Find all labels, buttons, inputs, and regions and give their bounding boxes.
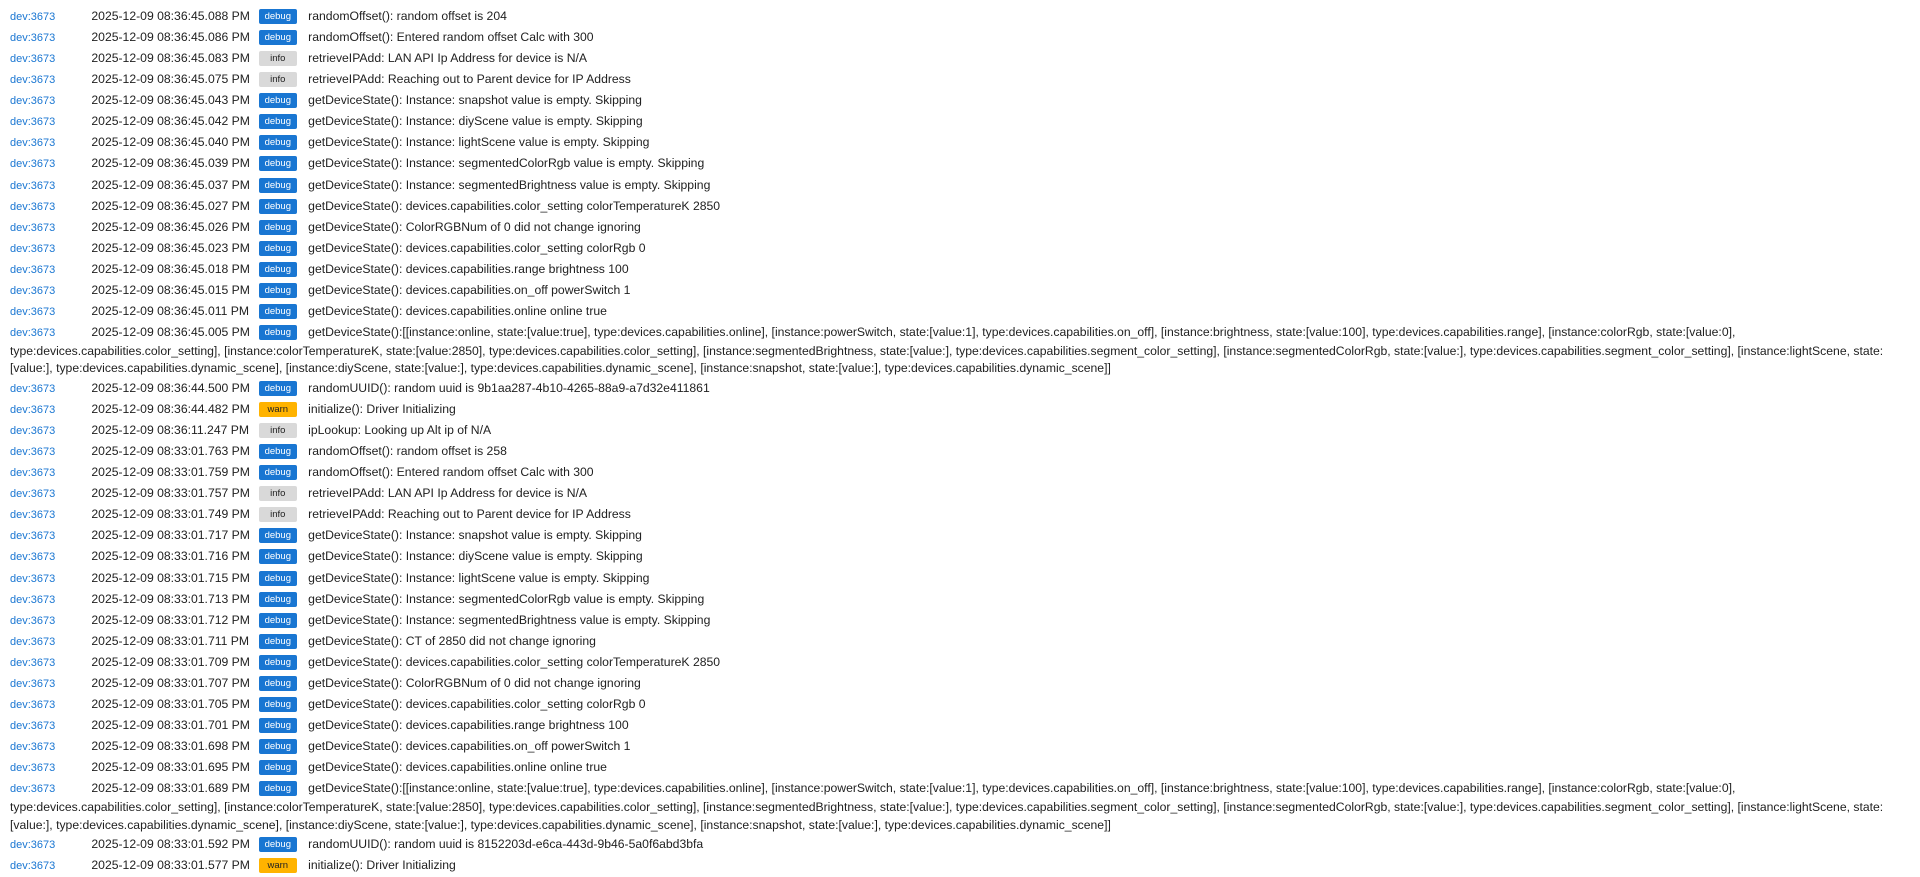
log-entry — [0, 526, 1920, 547]
log-level-badge: debug — [259, 837, 297, 852]
log-timestamp: 2025-12-09 08:33:01.705 PM — [91, 697, 250, 712]
log-entry — [0, 420, 1920, 441]
log-timestamp: 2025-12-09 08:33:01.713 PM — [91, 591, 250, 606]
log-timestamp: 2025-12-09 08:36:45.026 PM — [91, 219, 250, 234]
log-entry — [0, 217, 1920, 238]
log-entry — [0, 259, 1920, 280]
log-timestamp: 2025-12-09 08:36:45.023 PM — [91, 240, 250, 255]
log-message: randomUUID(): random uuid is 8152203d-e6ca-443d-9b46-5a0f6abd3bfa — [308, 837, 704, 851]
log-timestamp: 2025-12-09 08:36:45.042 PM — [91, 114, 250, 129]
log-entry — [0, 483, 1920, 504]
log-timestamp: 2025-12-09 08:36:11.247 PM — [91, 422, 250, 437]
log-level-badge: warn — [259, 858, 297, 873]
log-entry — [0, 69, 1920, 90]
log-message: randomOffset(): random offset is 258 — [308, 443, 507, 458]
log-level-badge: debug — [259, 549, 297, 564]
log-entry — [0, 441, 1920, 462]
log-level-badge: debug — [259, 381, 297, 396]
device-link[interactable]: dev:3673 — [10, 221, 56, 234]
log-message: getDeviceState(): devices.capabilities.on_off powerSwitch 1 — [308, 739, 631, 754]
log-timestamp: 2025-12-09 08:33:01.757 PM — [91, 486, 250, 501]
log-entry — [0, 547, 1920, 568]
log-level-badge: debug — [259, 262, 297, 277]
log-level-badge: debug — [259, 241, 297, 256]
device-link[interactable]: dev:3673 — [10, 424, 56, 437]
device-link[interactable]: dev:3673 — [10, 116, 56, 129]
log-entry — [0, 758, 1920, 779]
log-level-badge: debug — [259, 739, 297, 754]
log-message: getDeviceState(): devices.capabilities.range brightness 100 — [308, 718, 629, 733]
log-message: retrieveIPAdd: Reaching out to Parent device for IP Address — [308, 507, 631, 522]
log-entry — [0, 154, 1920, 175]
log-timestamp: 2025-12-09 08:33:01.707 PM — [91, 676, 250, 690]
log-message: getDeviceState(): Instance: segmentedBrightness value is empty. Skipping — [308, 177, 711, 192]
device-link[interactable]: dev:3673 — [10, 762, 56, 775]
device-link[interactable]: dev:3673 — [10, 179, 56, 192]
log-timestamp: 2025-12-09 08:33:01.717 PM — [91, 528, 250, 543]
device-link[interactable]: dev:3673 — [10, 467, 56, 480]
log-entry — [0, 568, 1920, 589]
log-level-badge: debug — [259, 613, 297, 628]
device-link[interactable]: dev:3673 — [10, 530, 56, 543]
device-link[interactable]: dev:3673 — [10, 74, 56, 87]
log-message: randomOffset(): Entered random offset Calc with 300 — [308, 465, 594, 480]
device-link[interactable]: dev:3673 — [10, 783, 56, 796]
log-message: getDeviceState(): Instance: diyScene value is empty. Skipping — [308, 114, 643, 129]
log-timestamp: 2025-12-09 08:33:01.701 PM — [91, 718, 250, 733]
log-timestamp: 2025-12-09 08:33:01.712 PM — [91, 612, 250, 627]
log-timestamp: 2025-12-09 08:36:45.043 PM — [91, 93, 250, 108]
log-entry — [0, 48, 1920, 69]
log-timestamp: 2025-12-09 08:33:01.716 PM — [91, 549, 250, 564]
log-message: getDeviceState(): ColorRGBNum of 0 did not change ignoring — [308, 219, 641, 234]
log-entry — [0, 133, 1920, 154]
log-level-badge: debug — [259, 156, 297, 171]
device-link[interactable]: dev:3673 — [10, 158, 56, 171]
device-link[interactable]: dev:3673 — [10, 720, 56, 733]
device-link[interactable]: dev:3673 — [10, 137, 56, 150]
log-timestamp: 2025-12-09 08:33:01.759 PM — [91, 465, 250, 480]
device-link[interactable]: dev:3673 — [10, 656, 56, 669]
log-entry — [0, 301, 1920, 322]
log-timestamp: 2025-12-09 08:33:01.763 PM — [91, 443, 250, 458]
log-level-badge: debug — [259, 571, 297, 586]
log-message: getDeviceState(): devices.capabilities.color_setting colorTemperatureK 2850 — [308, 654, 721, 669]
log-timestamp: 2025-12-09 08:36:44.500 PM — [91, 380, 250, 395]
log-entry — [0, 462, 1920, 483]
log-message: getDeviceState():[[instance:online, state:[value:true], type:devices.capabilities.online], [instance:powerSwitch, state:[value:1], type:devices.capabilities.on_off], [instance:brightness, state:[value:100], type:devices.capabilities.range], [instance:colorRgb, state:[value:0], type:devices.capabilities.color_setting], [instance:colorTemperatureK, state:[value:2850], type:devices.capabilities.color_setting], [instance:segmentedBrightness, state:[value:], type:devices.capabilities.segment_color_setting], [instance:segmentedColorRgb, state:[value:], type:devices.capabilities.segment_color_setting], [instance:lightScene, state:[value:], type:devices.capabilities.dynamic_scene], [instance:diyScene, state:[value:], type:devices.capabilities.dynamic_scene], [instance:snapshot, state:[value:], type:devices.capabilities.dynamic_scene]] — [10, 325, 1884, 376]
log-timestamp: 2025-12-09 08:33:01.711 PM — [91, 633, 250, 648]
log-level-badge: debug — [259, 718, 297, 733]
device-link[interactable]: dev:3673 — [10, 509, 56, 522]
device-link[interactable]: dev:3673 — [10, 263, 56, 276]
device-link[interactable]: dev:3673 — [10, 635, 56, 648]
log-entry — [0, 589, 1920, 610]
log-message: getDeviceState(): Instance: segmentedColorRgb value is empty. Skipping — [308, 156, 705, 171]
log-timestamp: 2025-12-09 08:36:45.027 PM — [91, 198, 250, 213]
device-link[interactable]: dev:3673 — [10, 52, 56, 65]
log-level-badge: debug — [259, 760, 297, 775]
log-timestamp: 2025-12-09 08:33:01.689 PM — [91, 781, 250, 796]
log-entry — [0, 90, 1920, 111]
device-link[interactable]: dev:3673 — [10, 593, 56, 606]
log-entry — [0, 631, 1920, 652]
device-link[interactable]: dev:3673 — [10, 242, 56, 255]
log-entry — [0, 280, 1920, 301]
log-entry — [0, 652, 1920, 673]
log-message: randomOffset(): random offset is 204 — [308, 8, 507, 23]
log-level-badge: debug — [259, 283, 297, 298]
log-message: getDeviceState(): Instance: lightScene value is empty. Skipping — [308, 135, 650, 150]
log-level-badge: debug — [259, 114, 297, 129]
device-link[interactable]: dev:3673 — [10, 551, 56, 564]
log-message: getDeviceState():[[instance:online, state:[value:true], type:devices.capabilities.online], [instance:powerSwitch, state:[value:1], type:devices.capabilities.on_off], [instance:brightness, state:[value:100], type:devices.capabilities.range], [instance:colorRgb, state:[value:0], type:devices.capabilities.color_setting], [instance:colorTemperatureK, state:[value:2850], type:devices.capabilities.color_setting], [instance:segmentedBrightness, state:[value:], type:devices.capabilities.segment_color_setting], [instance:segmentedColorRgb, state:[value:], type:devices.capabilities.segment_color_setting], [instance:lightScene, state:[value:], type:devices.capabilities.dynamic_scene], [instance:diyScene, state:[value:], type:devices.capabilities.dynamic_scene], [instance:snapshot, state:[value:], type:devices.capabilities.dynamic_scene]] — [10, 781, 1884, 832]
log-message: getDeviceState(): ColorRGBNum of 0 did not change ignoring — [308, 676, 641, 690]
device-link[interactable]: dev:3673 — [10, 839, 56, 851]
log-message: getDeviceState(): Instance: segmentedBrightness value is empty. Skipping — [308, 612, 711, 627]
log-level-badge: debug — [259, 135, 297, 150]
log-timestamp: 2025-12-09 08:36:45.086 PM — [91, 29, 250, 44]
log-message: getDeviceState(): Instance: snapshot value is empty. Skipping — [308, 93, 642, 108]
log-entry — [0, 694, 1920, 715]
device-link[interactable]: dev:3673 — [10, 382, 56, 395]
log-level-badge: info — [259, 72, 297, 87]
log-message: ipLookup: Looking up Alt ip of N/A — [308, 422, 492, 437]
log-entry — [0, 779, 1920, 835]
log-level-badge: debug — [259, 304, 297, 319]
log-entry — [0, 111, 1920, 132]
log-timestamp: 2025-12-09 08:33:01.715 PM — [91, 570, 250, 585]
device-link[interactable]: dev:3673 — [10, 572, 56, 585]
device-link[interactable]: dev:3673 — [10, 678, 56, 690]
log-message: getDeviceState(): Instance: snapshot value is empty. Skipping — [308, 528, 642, 543]
log-level-badge: debug — [259, 592, 297, 607]
log-level-badge: debug — [259, 655, 297, 670]
device-link[interactable]: dev:3673 — [10, 699, 56, 712]
log-timestamp: 2025-12-09 08:36:45.037 PM — [91, 177, 250, 192]
log-level-badge: debug — [259, 697, 297, 712]
log-level-badge: debug — [259, 676, 297, 691]
device-link[interactable]: dev:3673 — [10, 614, 56, 627]
log-timestamp: 2025-12-09 08:33:01.695 PM — [91, 760, 250, 775]
log-message: getDeviceState(): devices.capabilities.online online true — [308, 760, 607, 775]
log-message: getDeviceState(): Instance: diyScene value is empty. Skipping — [308, 549, 643, 564]
log-level-badge: debug — [259, 781, 297, 796]
log-level-badge: info — [259, 51, 297, 66]
log-entry — [0, 27, 1920, 48]
log-entry — [0, 673, 1920, 694]
log-level-badge: debug — [259, 634, 297, 649]
log-message: getDeviceState(): devices.capabilities.color_setting colorRgb 0 — [308, 240, 646, 255]
log-timestamp: 2025-12-09 08:36:45.088 PM — [91, 8, 250, 23]
log-timestamp: 2025-12-09 08:36:45.015 PM — [91, 282, 250, 297]
log-level-badge: warn — [259, 402, 297, 417]
log-entry — [0, 175, 1920, 196]
log-message: initialize(): Driver Initializing — [308, 401, 456, 416]
log-entry — [0, 715, 1920, 736]
log-message: getDeviceState(): Instance: lightScene value is empty. Skipping — [308, 570, 650, 585]
device-link[interactable]: dev:3673 — [10, 200, 56, 213]
log-level-badge: debug — [259, 220, 297, 235]
log-message: getDeviceState(): devices.capabilities.on_off powerSwitch 1 — [308, 282, 631, 297]
device-link[interactable]: dev:3673 — [10, 31, 56, 44]
device-link[interactable]: dev:3673 — [10, 860, 56, 873]
log-timestamp: 2025-12-09 08:33:01.749 PM — [91, 507, 250, 522]
device-link[interactable]: dev:3673 — [10, 488, 56, 501]
log-timestamp: 2025-12-09 08:36:45.011 PM — [91, 304, 250, 319]
device-link[interactable]: dev:3673 — [10, 95, 56, 108]
log-timestamp: 2025-12-09 08:36:45.075 PM — [91, 72, 250, 87]
log-timestamp: 2025-12-09 08:36:45.039 PM — [91, 156, 250, 171]
log-timestamp: 2025-12-09 08:36:45.083 PM — [91, 50, 250, 65]
log-entry — [0, 737, 1920, 758]
log-message: getDeviceState(): devices.capabilities.range brightness 100 — [308, 261, 629, 276]
log-entry — [0, 378, 1920, 399]
log-timestamp: 2025-12-09 08:36:45.018 PM — [91, 261, 250, 276]
log-entry — [0, 855, 1920, 876]
log-entry — [0, 196, 1920, 217]
log-timestamp: 2025-12-09 08:33:01.709 PM — [91, 654, 250, 669]
log-level-badge: info — [259, 423, 297, 438]
log-level-badge: debug — [259, 199, 297, 214]
log-level-badge: debug — [259, 528, 297, 543]
log-entry — [0, 399, 1920, 420]
log-message: getDeviceState(): Instance: segmentedColorRgb value is empty. Skipping — [308, 591, 705, 606]
device-link[interactable]: dev:3673 — [10, 10, 56, 23]
log-message: getDeviceState(): devices.capabilities.online online true — [308, 304, 607, 319]
log-level-badge: debug — [259, 465, 297, 480]
log-message: retrieveIPAdd: Reaching out to Parent device for IP Address — [308, 72, 631, 87]
log-message: randomUUID(): random uuid is 9b1aa287-4b10-4265-88a9-a7d32e411861 — [308, 380, 710, 395]
log-entry — [0, 322, 1920, 378]
log-entry — [0, 238, 1920, 259]
log-message: randomOffset(): Entered random offset Calc with 300 — [308, 29, 594, 44]
log-message: initialize(): Driver Initializing — [308, 858, 456, 873]
log-level-badge: debug — [259, 9, 297, 24]
log-entry — [0, 505, 1920, 526]
device-link[interactable]: dev:3673 — [10, 284, 56, 297]
log-timestamp: 2025-12-09 08:36:45.005 PM — [91, 325, 250, 340]
log-message: getDeviceState(): CT of 2850 did not change ignoring — [308, 633, 596, 648]
log-level-badge: info — [259, 486, 297, 501]
log-message: getDeviceState(): devices.capabilities.color_setting colorRgb 0 — [308, 697, 646, 712]
device-link[interactable]: dev:3673 — [10, 306, 56, 319]
device-link[interactable]: dev:3673 — [10, 741, 56, 754]
log-level-badge: debug — [259, 178, 297, 193]
log-message: retrieveIPAdd: LAN API Ip Address for device is N/A — [308, 486, 588, 501]
log-level-badge: debug — [259, 325, 297, 340]
log-timestamp: 2025-12-09 08:33:01.592 PM — [91, 837, 250, 851]
log-timestamp: 2025-12-09 08:36:45.040 PM — [91, 135, 250, 150]
device-link[interactable]: dev:3673 — [10, 327, 56, 340]
log-level-badge: debug — [259, 30, 297, 45]
device-link[interactable]: dev:3673 — [10, 445, 56, 458]
log-timestamp: 2025-12-09 08:36:44.482 PM — [91, 401, 250, 416]
log-message: getDeviceState(): devices.capabilities.color_setting colorTemperatureK 2850 — [308, 198, 721, 213]
log-level-badge: debug — [259, 93, 297, 108]
log-entry — [0, 834, 1920, 855]
log-level-badge: debug — [259, 444, 297, 459]
log-timestamp: 2025-12-09 08:33:01.698 PM — [91, 739, 250, 754]
log-timestamp: 2025-12-09 08:33:01.577 PM — [91, 858, 250, 873]
log-level-badge: info — [259, 507, 297, 522]
log-entry — [0, 6, 1920, 27]
device-link[interactable]: dev:3673 — [10, 403, 56, 416]
log-message: retrieveIPAdd: LAN API Ip Address for device is N/A — [308, 50, 588, 65]
log-entry — [0, 610, 1920, 631]
